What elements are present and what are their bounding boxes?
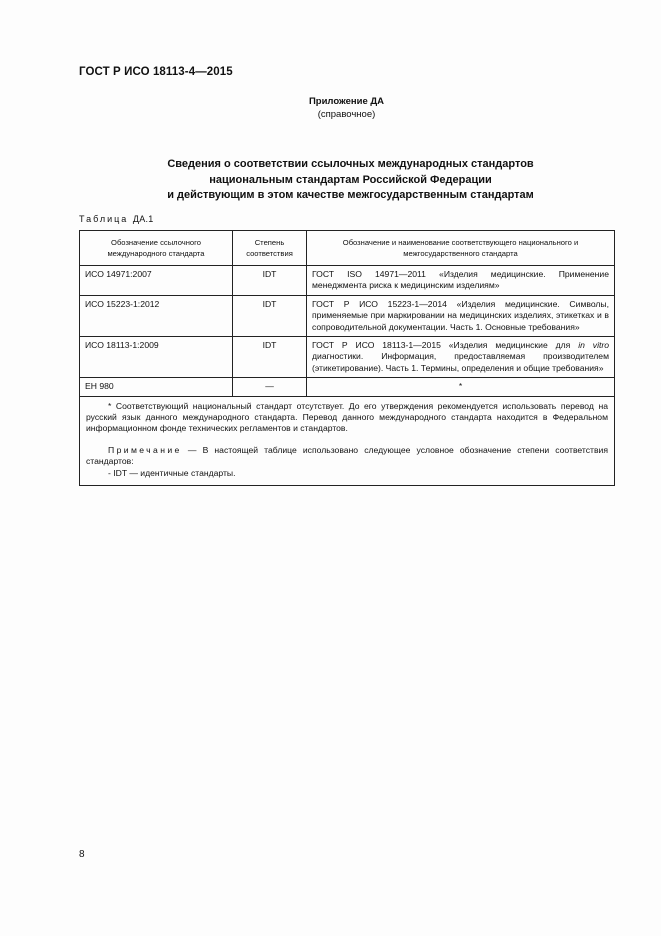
cell-reference: ЕН 980 — [80, 378, 233, 396]
cell-national: * — [307, 378, 615, 396]
table-row — [80, 378, 615, 396]
table-caption — [79, 214, 154, 224]
standards-correspondence-table — [79, 230, 615, 486]
table-footer-row — [80, 396, 615, 485]
cell-reference: ИСО 15223-1:2012 — [80, 295, 233, 336]
cell-national-text: ГОСТ Р ИСО 18113-1—2015 «Изделия медицинские для — [312, 340, 579, 351]
cell-national: ГОСТ ISO 14971—2011 «Изделия медицинские. Применение менеджмента риска к медицинским изделиям» — [307, 266, 615, 296]
document-header-id: ГОСТ Р ИСО 18113-4—2015 — [79, 66, 233, 78]
table-footer — [80, 396, 615, 485]
cell-degree: IDT — [233, 266, 307, 296]
table-row — [80, 266, 615, 296]
cell-national-italic: in vitro — [578, 340, 610, 351]
table-note — [86, 445, 608, 468]
cell-reference: ИСО 14971:2007 — [80, 266, 233, 296]
cell-degree: — — [233, 378, 307, 396]
table-row — [80, 337, 615, 378]
cell-national-text: диагностики. Информация, предоставляемая производителем (этикетирование). Часть 1. Термины, определения и общие требования» — [312, 351, 609, 373]
table-row — [80, 295, 615, 336]
header-degree-of-conformity: Степень соответствия — [233, 231, 307, 266]
table-footnote: * Соответствующий национальный стандарт отсутствует. До его утверждения рекомендуется использовать перевод на русский язык данного международного стандарта. Перевод данного международного стандарта находится в Федеральном информационном фонде технических регламентов и стандартов. — [86, 400, 608, 434]
cell-national: ГОСТ Р ИСО 15223-1—2014 «Изделия медицинские. Символы, применяемые при маркировании на медицинских изделиях, этикетках и в сопроводительной документации. Часть 1. Основные требования» — [307, 295, 615, 336]
cell-reference: ИСО 18113-1:2009 — [80, 337, 233, 378]
section-title — [20, 157, 661, 204]
header-national-standard: Обозначение и наименование соответствующего национального и межгосударственного стандарта — [307, 231, 615, 266]
section-title-line: Сведения о соответствии ссылочных международных стандартов — [167, 158, 534, 170]
cell-national — [307, 337, 615, 378]
note-text: — В настоящей таблице использовано следующее условное обозначение степени соответствия стандартов: — [86, 444, 608, 467]
table-caption-number: ДА.1 — [132, 214, 154, 224]
section-title-line: и действующим в этом качестве межгосударственным стандартам — [167, 189, 534, 201]
table-header-row — [80, 231, 615, 266]
cell-degree: IDT — [233, 337, 307, 378]
note-item: - IDT — идентичные стандарты. — [108, 467, 236, 478]
table-caption-word: Таблица — [79, 214, 129, 224]
page-number: 8 — [79, 849, 85, 860]
section-title-line: национальным стандартам Российской Федерации — [209, 173, 492, 186]
appendix-title: Приложение ДА — [308, 96, 385, 107]
cell-degree: IDT — [233, 295, 307, 336]
header-reference-standard: Обозначение ссылочного международного стандарта — [80, 231, 233, 266]
appendix-type: (справочное) — [317, 109, 376, 120]
note-label: Примечание — [108, 444, 182, 455]
